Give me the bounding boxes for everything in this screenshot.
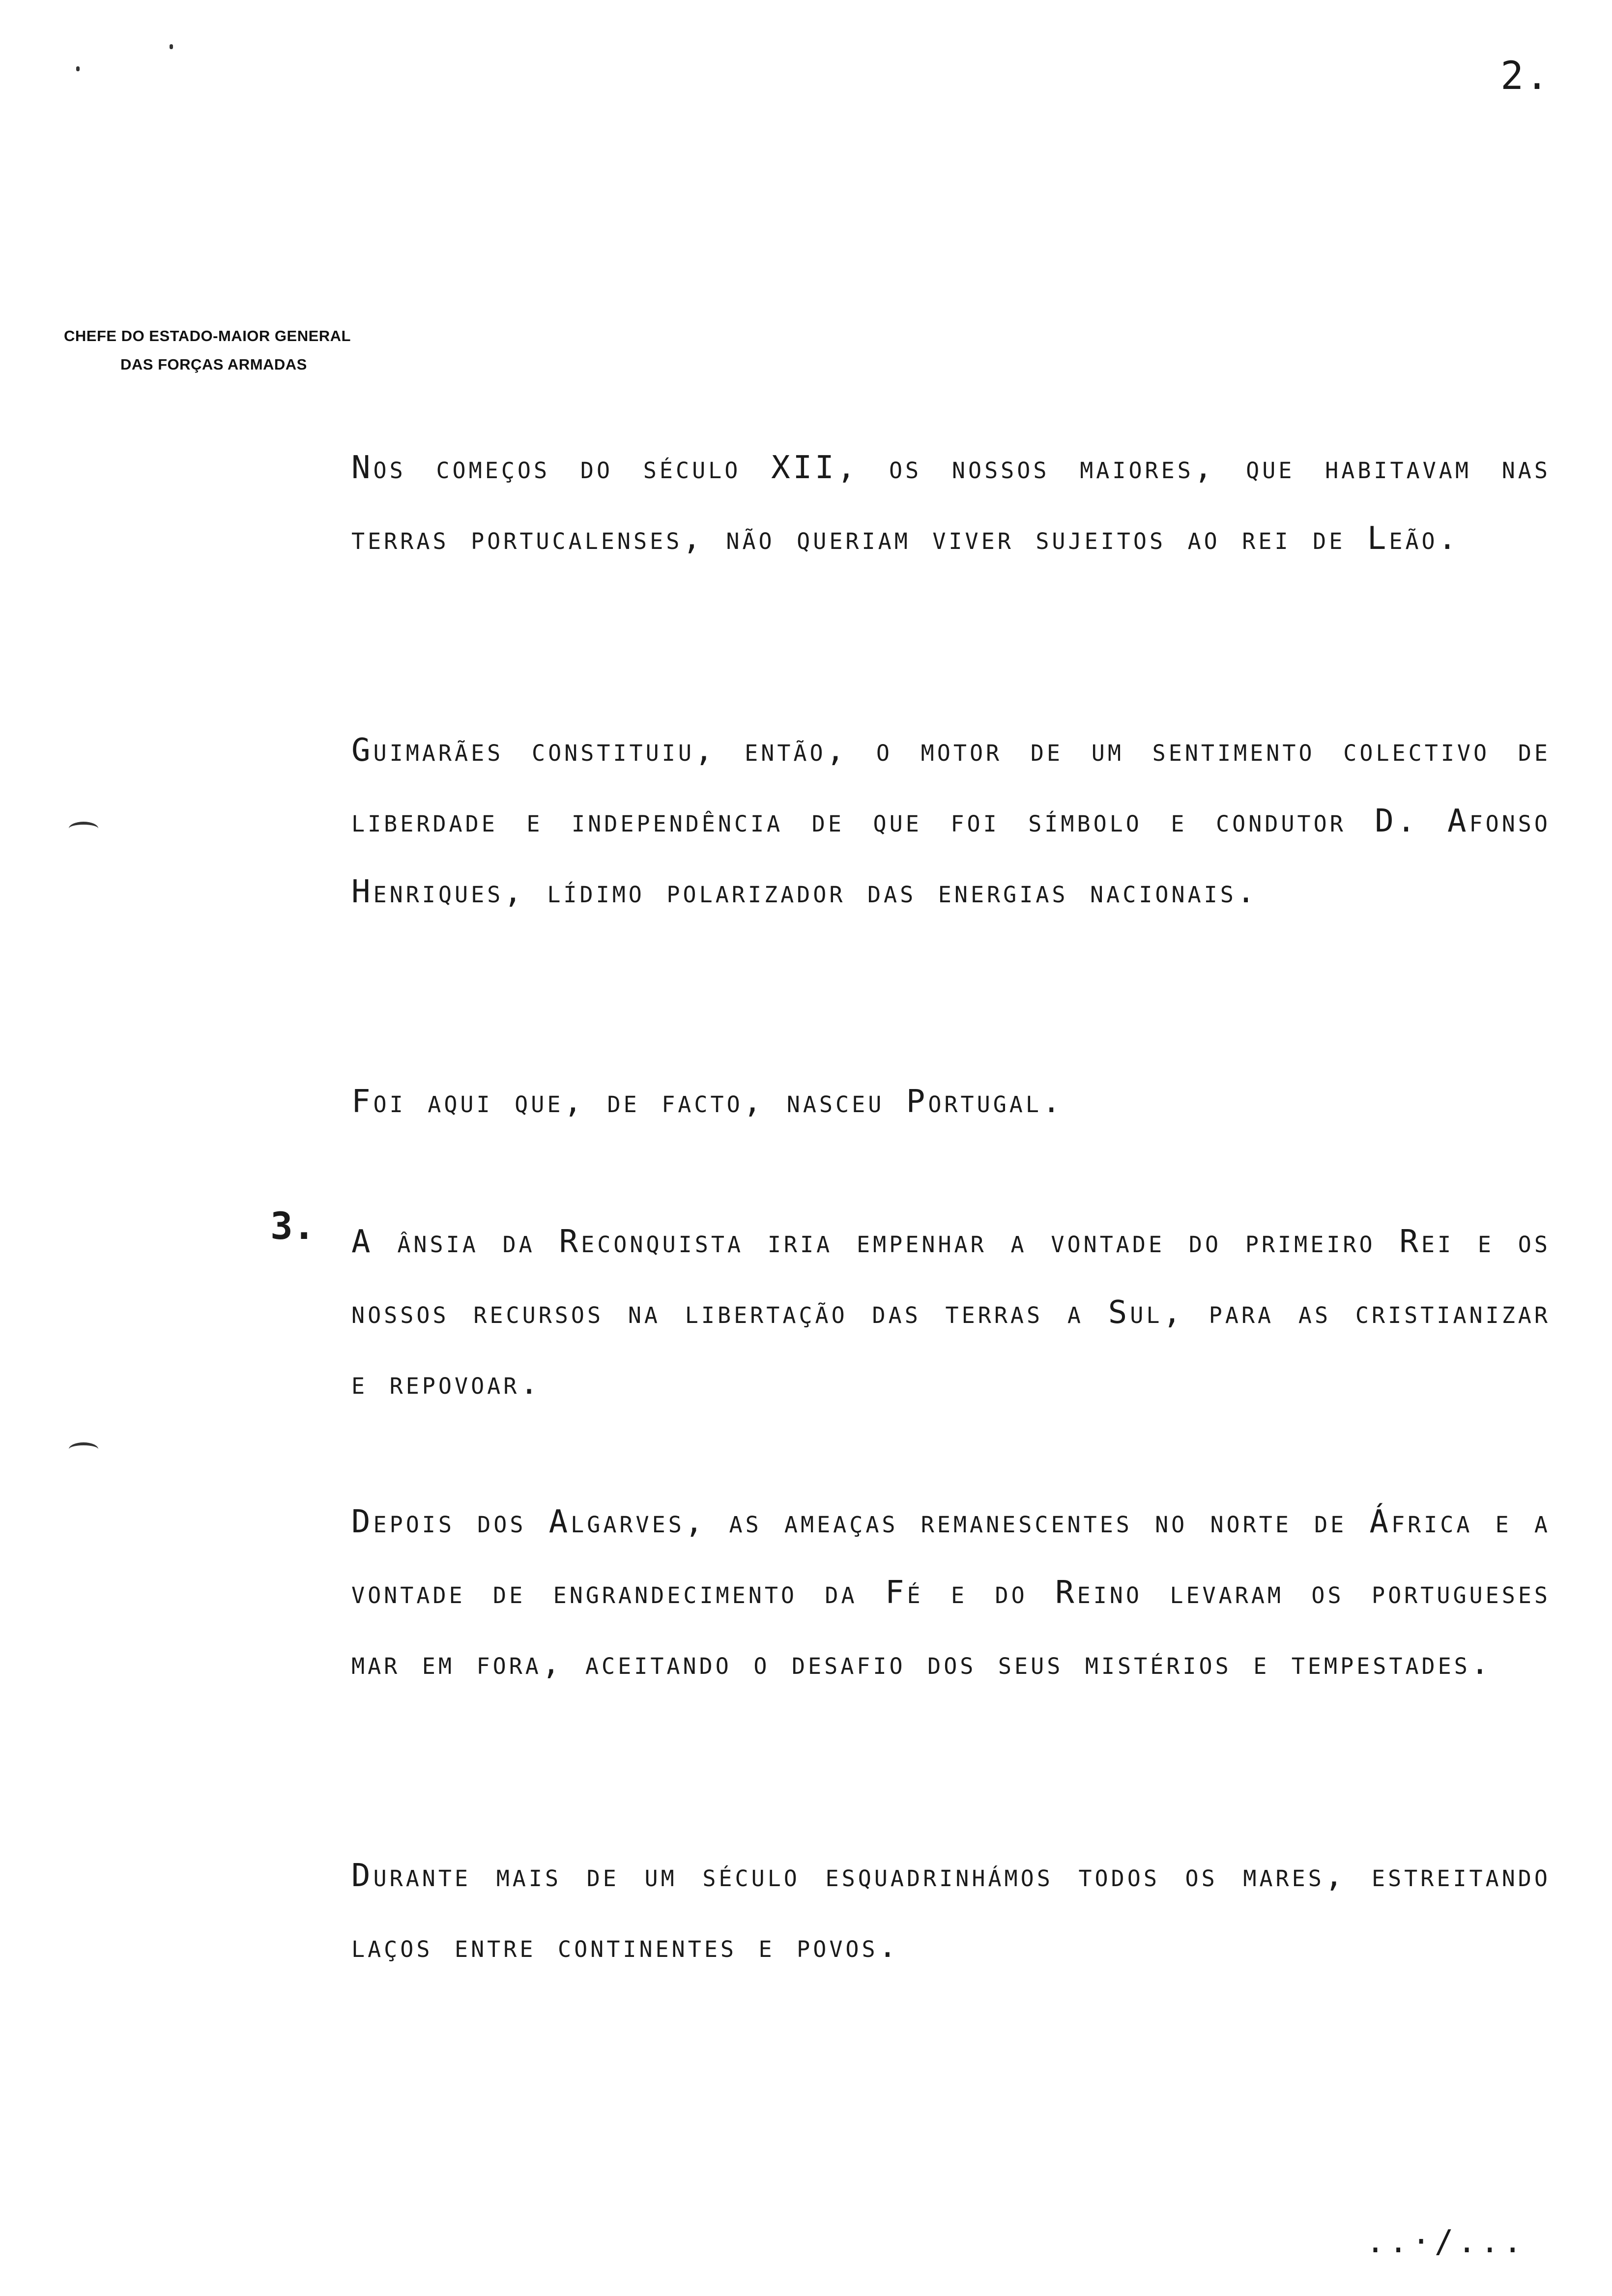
margin-mark	[69, 822, 98, 835]
section-number: 3.	[270, 1204, 316, 1248]
margin-mark	[69, 1442, 98, 1456]
scan-speck	[76, 66, 80, 71]
paragraph-6: Durante mais de um século esquadrinhámos todos os mares, estreitando laços entre continentes e povos.	[351, 1858, 1551, 1965]
letterhead-line-1: CHEFE DO ESTADO-MAIOR GENERAL	[64, 327, 351, 344]
paragraph-2: Guimarães constituiu, então, o motor de um sentimento colectivo de liberdade e independência de que foi símbolo e condutor D. Afonso Henriques, lídimo polarizador das energias nacionais.	[351, 732, 1551, 910]
paragraph-1: Nos começos do século XII, os nossos maiores, que habitavam nas terras portucalenses, não queriam viver sujeitos ao rei de Leão.	[351, 450, 1551, 557]
scan-speck	[170, 44, 173, 49]
continuation-mark: ..·/...	[1366, 2224, 1526, 2260]
paragraph-4: A ânsia da Reconquista iria empenhar a vontade do primeiro Rei e os nossos recursos na libertação das terras a Sul, para as cristianizar e repovoar.	[351, 1224, 1551, 1402]
page-number: 2.	[1500, 54, 1551, 98]
paragraph-5: Depois dos Algarves, as ameaças remanescentes no norte de África e a vontade de engrandecimento da Fé e do Reino levaram os portugueses mar em fora, aceitando o desafio dos seus mistérios e tempestades.	[351, 1504, 1551, 1682]
paragraph-3: Foi aqui que, de facto, nasceu Portugal.	[351, 1084, 1064, 1120]
letterhead-line-2: DAS FORÇAS ARMADAS	[120, 356, 307, 373]
letterhead	[64, 322, 351, 379]
